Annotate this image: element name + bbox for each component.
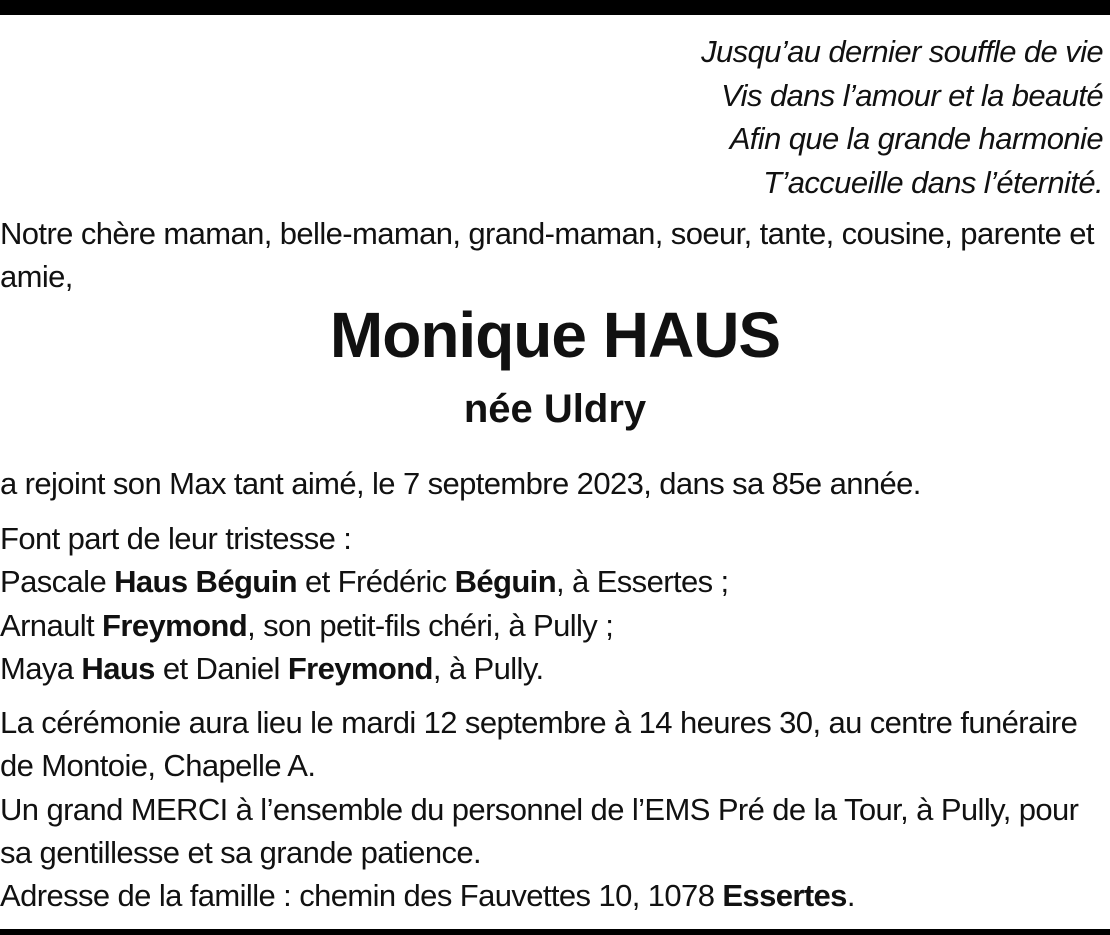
deceased-name: Monique HAUS xyxy=(329,299,781,371)
family-heading: Font part de leur tristesse : xyxy=(0,521,352,556)
family-address: Adresse de la famille : chemin des Fauvettes 10, 1078 Essertes. xyxy=(0,878,855,914)
poem-line: Afin que la grande harmonie xyxy=(729,121,1103,156)
thanks-text: Un grand MERCI à l’ensemble du personnel de l’EMS Pré de la Tour, à Pully, pour sa gentillesse et sa grande patience. xyxy=(0,791,1079,870)
maiden-name: née Uldry xyxy=(463,387,647,431)
top-border xyxy=(0,0,1110,15)
poem xyxy=(701,30,1103,204)
poem-line: T’accueille dans l’éternité. xyxy=(763,164,1103,200)
family-line: Arnault Freymond, son petit-fils chéri, à Pully ; xyxy=(0,607,614,643)
poem-line: Vis dans l’amour et la beauté xyxy=(721,77,1103,113)
bottom-border xyxy=(0,929,1110,935)
poem-line: Jusqu’au dernier souffle de vie xyxy=(701,34,1103,69)
intro-text: Notre chère maman, belle-maman, grand-maman, soeur, tante, cousine, parente et amie, xyxy=(0,216,1094,294)
closing-text xyxy=(0,701,1105,917)
death-announcement: a rejoint son Max tant aimé, le 7 septembre 2023, dans sa 85e année. xyxy=(0,466,921,501)
family-line: Pascale Haus Béguin et Frédéric Béguin, à Essertes ; xyxy=(0,564,729,600)
family-list xyxy=(0,517,1105,690)
family-line: Maya Haus et Daniel Freymond, à Pully. xyxy=(0,650,544,686)
ceremony-info: La cérémonie aura lieu le mardi 12 septembre à 14 heures 30, au centre funéraire de Montoie, Chapelle A. xyxy=(0,705,1078,784)
